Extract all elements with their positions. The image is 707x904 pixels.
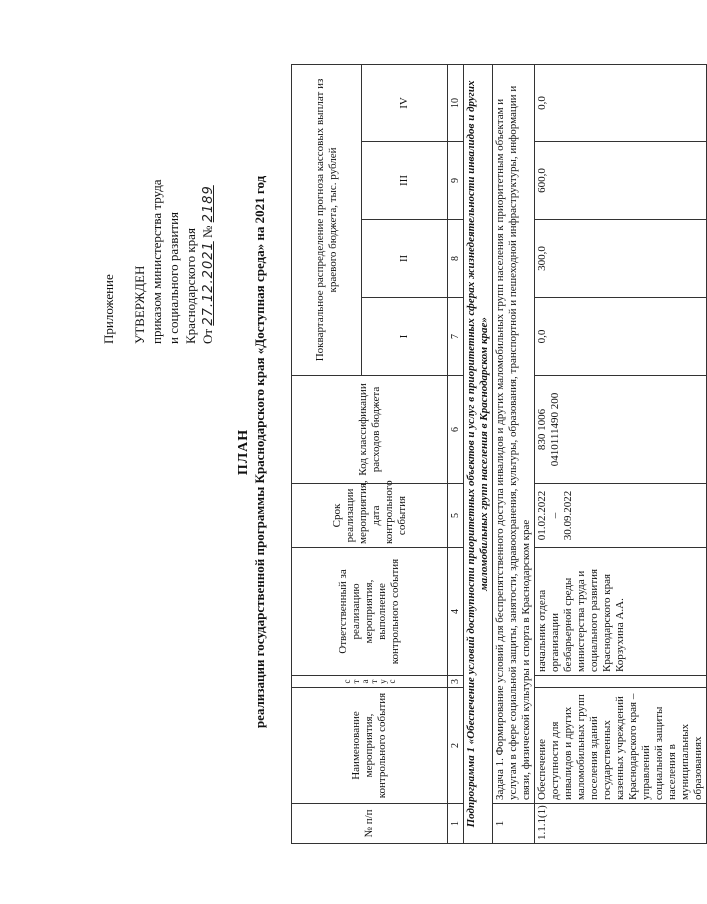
header-forecast: Поквартальное распределение прогноза кассовых выплат из краевого бюджета, тыс. рублей — [292, 64, 362, 375]
plan-title: ПЛАН — [236, 428, 251, 476]
approval-line-2: и социального развития — [166, 211, 181, 344]
table-row — [535, 64, 707, 843]
row-name: Обеспечение доступности для инвалидов и других маломобильных групп поселения зданий государственных казенных учреждений Краснодарского края – управлений социальной защиты населения в муниципальных образованиях — [535, 688, 707, 804]
header-responsible: Ответственный за реализацию мероприятия, выполнение контрольного события — [292, 548, 448, 676]
column-number: 1 — [448, 804, 464, 844]
header-code: Код классификации расходов бюджета — [292, 376, 448, 484]
row-responsible: начальник отдела организации безбарьерной среды министерства труда и социального развития Краснодарского края Корзухина А.А. — [535, 548, 707, 676]
column-number: 6 — [448, 376, 464, 484]
approval-line-1: приказом министерства труда — [149, 179, 164, 344]
column-number: 4 — [448, 548, 464, 676]
code-line-2: 0410111490 200 — [549, 392, 561, 467]
header-name: Наименование мероприятия, контрольного события — [292, 688, 448, 804]
plan-table — [291, 64, 707, 844]
handwritten-date: 27.12.2021 — [201, 241, 216, 326]
column-number: 8 — [448, 220, 464, 298]
row-q4: 0,0 — [535, 64, 707, 141]
task-num: 1 — [493, 804, 535, 844]
row-status — [535, 676, 707, 688]
term-start: 01.02.2022 — [536, 490, 548, 541]
approval-line-3: Краснодарского края — [183, 228, 198, 344]
row-q3: 600,0 — [535, 142, 707, 220]
row-q1: 0,0 — [535, 298, 707, 376]
row-code — [535, 376, 707, 484]
term-dash: – — [549, 512, 561, 519]
subprogram-title: Подпрограмма 1 «Обеспечение условий доступности приоритетных объектов и услуг в приоритетных сферах жизнедеятельности инвалидов и других маломобильных групп населения в Краснодарском крае» — [464, 64, 493, 843]
number-sign: № — [200, 225, 215, 238]
column-number: 2 — [448, 688, 464, 804]
row-q2: 300,0 — [535, 220, 707, 298]
row-num: 1.1.1(1) — [535, 804, 707, 844]
plan-subtitle: реализации государственной программы Краснодарского края «Доступная среда» на 2021 год — [252, 175, 267, 729]
header-num: № п/п — [292, 804, 448, 844]
task-text: Задача 1. Формирование условий для беспрепятственного доступа инвалидов и других маломобильных групп населения к приоритетным объектам и услугам в сфере социальной защиты, занятости, здравоохранения, культуры, образования, транспортной и пешеходной инфраструктуры, информации и связи, физической культуры и спорта в Краснодарском крае — [493, 64, 535, 803]
header-q2: II — [362, 220, 448, 298]
task-row — [493, 64, 535, 843]
column-number: 5 — [448, 484, 464, 548]
title-block — [236, 40, 268, 864]
column-number: 3 — [448, 676, 464, 688]
column-number: 10 — [448, 64, 464, 141]
header-row — [292, 64, 362, 843]
subprogram-row — [464, 64, 493, 843]
header-q3: III — [362, 142, 448, 220]
column-number: 9 — [448, 142, 464, 220]
row-term — [535, 484, 707, 548]
header-term: Срок реализации мероприятия, дата контрольного события — [292, 484, 448, 548]
approval-block — [100, 44, 217, 344]
column-number-row — [448, 64, 464, 843]
code-line-1: 830 1006 — [536, 408, 548, 451]
date-prefix: От — [200, 328, 215, 344]
term-end: 30.09.2022 — [562, 490, 574, 541]
header-q1: I — [362, 298, 448, 376]
header-q4: IV — [362, 64, 448, 141]
approved-label: УТВЕРЖДЕН — [132, 265, 147, 344]
column-number: 7 — [448, 298, 464, 376]
header-status: с т а т у с — [292, 676, 448, 688]
handwritten-number: 2189 — [201, 185, 216, 223]
appendix-label: Приложение — [101, 274, 116, 344]
approval-date-line — [199, 44, 217, 344]
